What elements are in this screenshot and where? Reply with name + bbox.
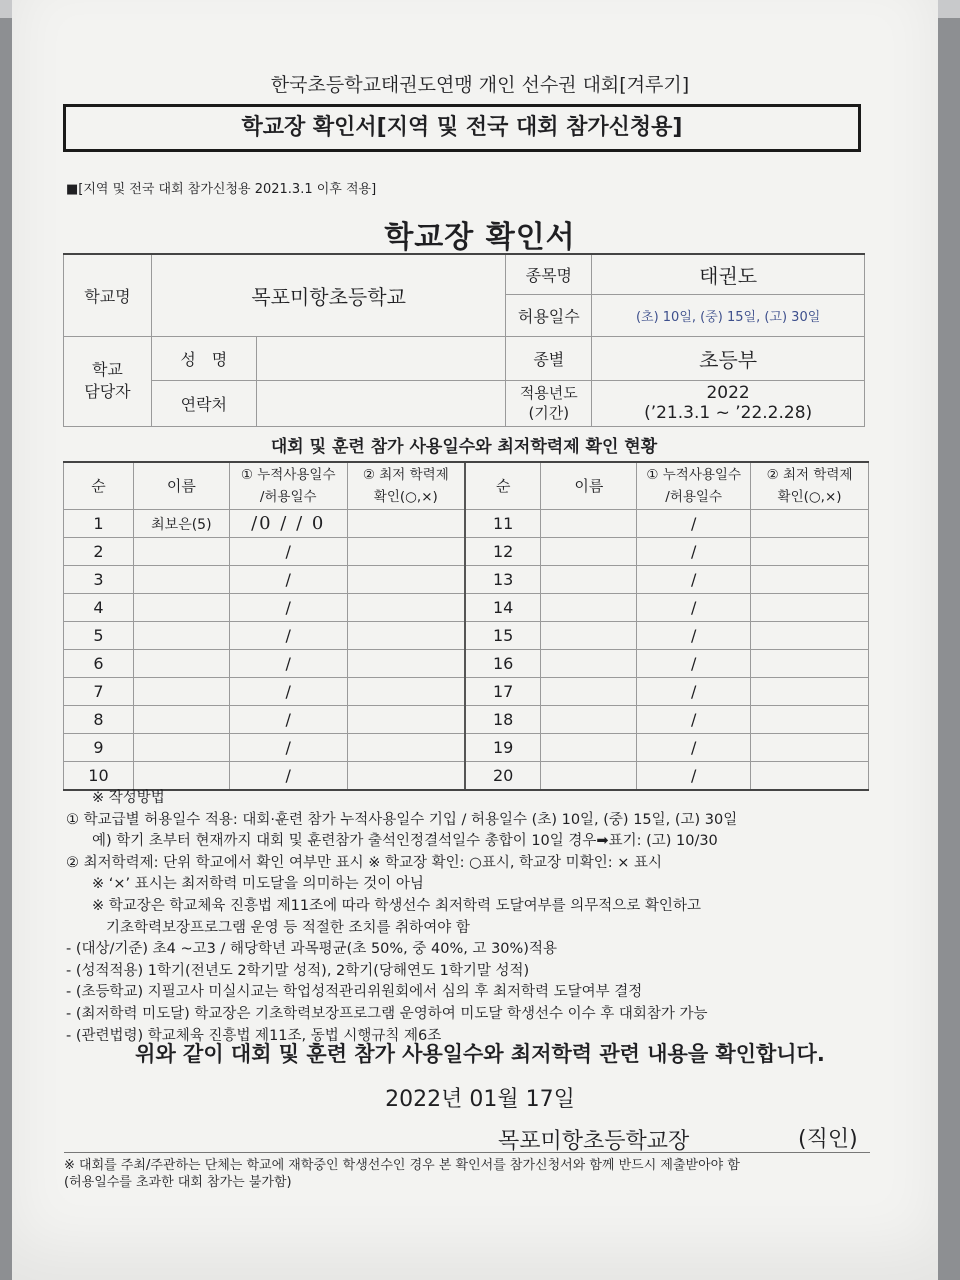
row-name <box>541 622 637 650</box>
instruction-line: 기초학력보장프로그램 운영 등 적절한 조치를 취하여야 함 <box>106 919 470 936</box>
col-days: ① 누적사용일수 /허용일수 <box>229 462 347 510</box>
row-no: 1 <box>64 510 134 538</box>
official-seal: (직인) <box>798 1127 858 1152</box>
row-no: 4 <box>64 594 134 622</box>
row-check <box>347 594 465 622</box>
allowed-days-label: 허용일수 <box>506 294 592 336</box>
competition-name: 한국초등학교태권도연맹 개인 선수권 대회[겨루기] <box>270 74 690 96</box>
row-days: / <box>229 566 347 594</box>
row-check <box>347 566 465 594</box>
table-row <box>64 594 869 622</box>
row-days: / <box>229 762 347 791</box>
row-name <box>133 538 229 566</box>
row-no: 3 <box>64 566 134 594</box>
row-check <box>347 538 465 566</box>
row-days: / <box>637 622 751 650</box>
instructions-heading: ※ 작성방법 <box>92 790 165 806</box>
instruction-line: ② 최저학력제: 단위 학교에서 확인 여부만 표시 ※ 학교장 확인: ○표시, 학교장 미확인: × 표시 <box>66 854 662 871</box>
row-check <box>751 510 869 538</box>
table-row <box>64 510 869 538</box>
row-no: 2 <box>64 538 134 566</box>
row-name <box>541 762 637 791</box>
row-check <box>751 566 869 594</box>
row-check <box>751 678 869 706</box>
row-name: 최보은(5) <box>133 510 229 538</box>
period-label: 적용년도 (기간) <box>506 380 592 426</box>
row-check <box>347 706 465 734</box>
confirmation-statement: 위와 같이 대회 및 훈련 참가 사용일수와 최저학력 관련 내용을 확인합니다. <box>135 1042 825 1066</box>
division-label: 종별 <box>506 336 592 380</box>
row-days: / <box>637 538 751 566</box>
principal-name: 목포미항초등학교장 <box>498 1129 690 1154</box>
table-row <box>64 734 869 762</box>
col-no: 순 <box>64 462 134 510</box>
name-label: 성 명 <box>151 336 256 380</box>
manager-label: 학교 담당자 <box>64 336 152 426</box>
school-value: 목포미항초등학교 <box>151 254 505 336</box>
event-label: 종목명 <box>506 254 592 294</box>
row-no: 8 <box>64 706 134 734</box>
writing-instructions <box>66 788 876 1047</box>
row-name <box>133 650 229 678</box>
col-check: ② 최저 학력제 확인(○,×) <box>347 462 465 510</box>
issue-date: 2022년 01월 17일 <box>385 1087 575 1112</box>
row-no: 13 <box>465 566 541 594</box>
row-name <box>541 510 637 538</box>
table-row <box>64 678 869 706</box>
document-title: 학교장 확인서 <box>384 220 576 255</box>
boxed-title: 학교장 확인서[지역 및 전국 대회 참가신청용] <box>63 104 861 152</box>
contact-label: 연락처 <box>151 380 256 426</box>
row-no: 16 <box>465 650 541 678</box>
row-name <box>133 678 229 706</box>
submission-note <box>64 1157 874 1191</box>
row-days: /0 / / 0 <box>229 510 347 538</box>
row-name <box>541 594 637 622</box>
table-row <box>64 650 869 678</box>
applicability-note: ■[지역 및 전국 대회 참가신청용 2021.3.1 이후 적용] <box>66 182 377 197</box>
row-name <box>133 762 229 791</box>
row-no: 20 <box>465 762 541 791</box>
row-name <box>541 706 637 734</box>
table-row <box>64 762 869 791</box>
row-no: 19 <box>465 734 541 762</box>
row-check <box>751 734 869 762</box>
table-row <box>64 566 869 594</box>
row-days: / <box>229 734 347 762</box>
submission-note-line: (허용일수를 초과한 대회 참가는 불가함) <box>64 1175 292 1190</box>
col-name-right: 이름 <box>541 462 637 510</box>
row-days: / <box>637 510 751 538</box>
row-days: / <box>229 678 347 706</box>
school-label: 학교명 <box>64 254 152 336</box>
period-range: (’21.3.1 ~ ’22.2.28) <box>644 403 813 423</box>
row-check <box>751 622 869 650</box>
row-no: 14 <box>465 594 541 622</box>
row-name <box>541 678 637 706</box>
row-check <box>347 622 465 650</box>
row-check <box>751 706 869 734</box>
row-no: 18 <box>465 706 541 734</box>
instruction-line: - (대상/기준) 초4 ~고3 / 해당학년 과목평균(초 50%, 중 40%, 고 30%)적용 <box>66 941 557 958</box>
col-no-right: 순 <box>465 462 541 510</box>
row-no: 15 <box>465 622 541 650</box>
row-check <box>751 538 869 566</box>
row-check <box>751 650 869 678</box>
col-check-right: ② 최저 학력제 확인(○,×) <box>751 462 869 510</box>
row-days: / <box>637 762 751 791</box>
row-no: 11 <box>465 510 541 538</box>
row-no: 12 <box>465 538 541 566</box>
row-check <box>347 678 465 706</box>
row-days: / <box>637 678 751 706</box>
instruction-line: - (관련법령) 학교체육 진흥법 제11조, 동법 시행규칙 제6조 <box>66 1027 442 1044</box>
table-row <box>64 622 869 650</box>
row-name <box>541 538 637 566</box>
instruction-line: - (성적적용) 1학기(전년도 2학기말 성적), 2학기(당해연도 1학기말 성적) <box>66 962 530 979</box>
period-value <box>592 380 865 426</box>
row-no: 9 <box>64 734 134 762</box>
school-info-table <box>63 253 865 427</box>
row-name <box>133 734 229 762</box>
instruction-line: - (초등학교) 지필고사 미실시교는 학업성적관리위원회에서 심의 후 최저학력 도달여부 결정 <box>66 984 643 1001</box>
row-days: / <box>637 650 751 678</box>
row-days: / <box>637 566 751 594</box>
divider <box>64 1152 870 1153</box>
table-row <box>64 706 869 734</box>
row-no: 17 <box>465 678 541 706</box>
row-days: / <box>229 622 347 650</box>
row-days: / <box>229 706 347 734</box>
period-year: 2022 <box>706 383 750 403</box>
table-row <box>64 538 869 566</box>
instruction-line: ※ ‘×’ 표시는 최저학력 미도달을 의미하는 것이 아님 <box>92 876 424 893</box>
row-no: 5 <box>64 622 134 650</box>
row-name <box>133 622 229 650</box>
row-name <box>541 566 637 594</box>
row-days: / <box>637 734 751 762</box>
row-name <box>541 734 637 762</box>
row-check <box>347 650 465 678</box>
col-days-right: ① 누적사용일수 /허용일수 <box>637 462 751 510</box>
row-name <box>541 650 637 678</box>
name-value <box>256 336 506 380</box>
row-days: / <box>229 538 347 566</box>
row-check <box>751 762 869 791</box>
submission-note-line: ※ 대회를 주최/주관하는 단체는 학교에 재학중인 학생선수인 경우 본 확인서를 참가신청서와 함께 반드시 제출받아야 함 <box>64 1158 740 1173</box>
col-name: 이름 <box>133 462 229 510</box>
row-name <box>133 594 229 622</box>
allowed-days-value: (초) 10일, (중) 15일, (고) 30일 <box>592 294 865 336</box>
row-days: / <box>637 706 751 734</box>
contact-value <box>256 380 506 426</box>
row-check <box>751 594 869 622</box>
row-days: / <box>637 594 751 622</box>
instruction-line: ※ 학교장은 학교체육 진흥법 제11조에 따라 학생선수 최저학력 도달여부를 의무적으로 확인하고 <box>92 897 701 914</box>
row-check <box>347 510 465 538</box>
row-name <box>133 706 229 734</box>
row-check <box>347 762 465 791</box>
row-no: 7 <box>64 678 134 706</box>
row-days: / <box>229 650 347 678</box>
row-check <box>347 734 465 762</box>
row-name <box>133 566 229 594</box>
division-value: 초등부 <box>592 336 865 380</box>
event-value: 태권도 <box>592 254 865 294</box>
instruction-line: 예) 학기 초부터 현재까지 대회 및 훈련참가 출석인정결석일수 총합이 10일 경우➡표기: (고) 10/30 <box>92 833 718 850</box>
status-section-title: 대회 및 훈련 참가 사용일수와 최저학력제 확인 현황 <box>270 437 658 457</box>
participation-status-table <box>63 461 869 791</box>
instruction-line: ① 학교급별 허용일수 적용: 대회·훈련 참가 누적사용일수 기입 / 허용일수 (초) 10일, (중) 15일, (고) 30일 <box>66 811 738 828</box>
row-no: 6 <box>64 650 134 678</box>
row-days: / <box>229 594 347 622</box>
instruction-line: - (최저학력 미도달) 학교장은 기초학력보장프로그램 운영하여 미도달 학생선수 이수 후 대회참가 가능 <box>66 1005 708 1022</box>
row-no: 10 <box>64 762 134 791</box>
